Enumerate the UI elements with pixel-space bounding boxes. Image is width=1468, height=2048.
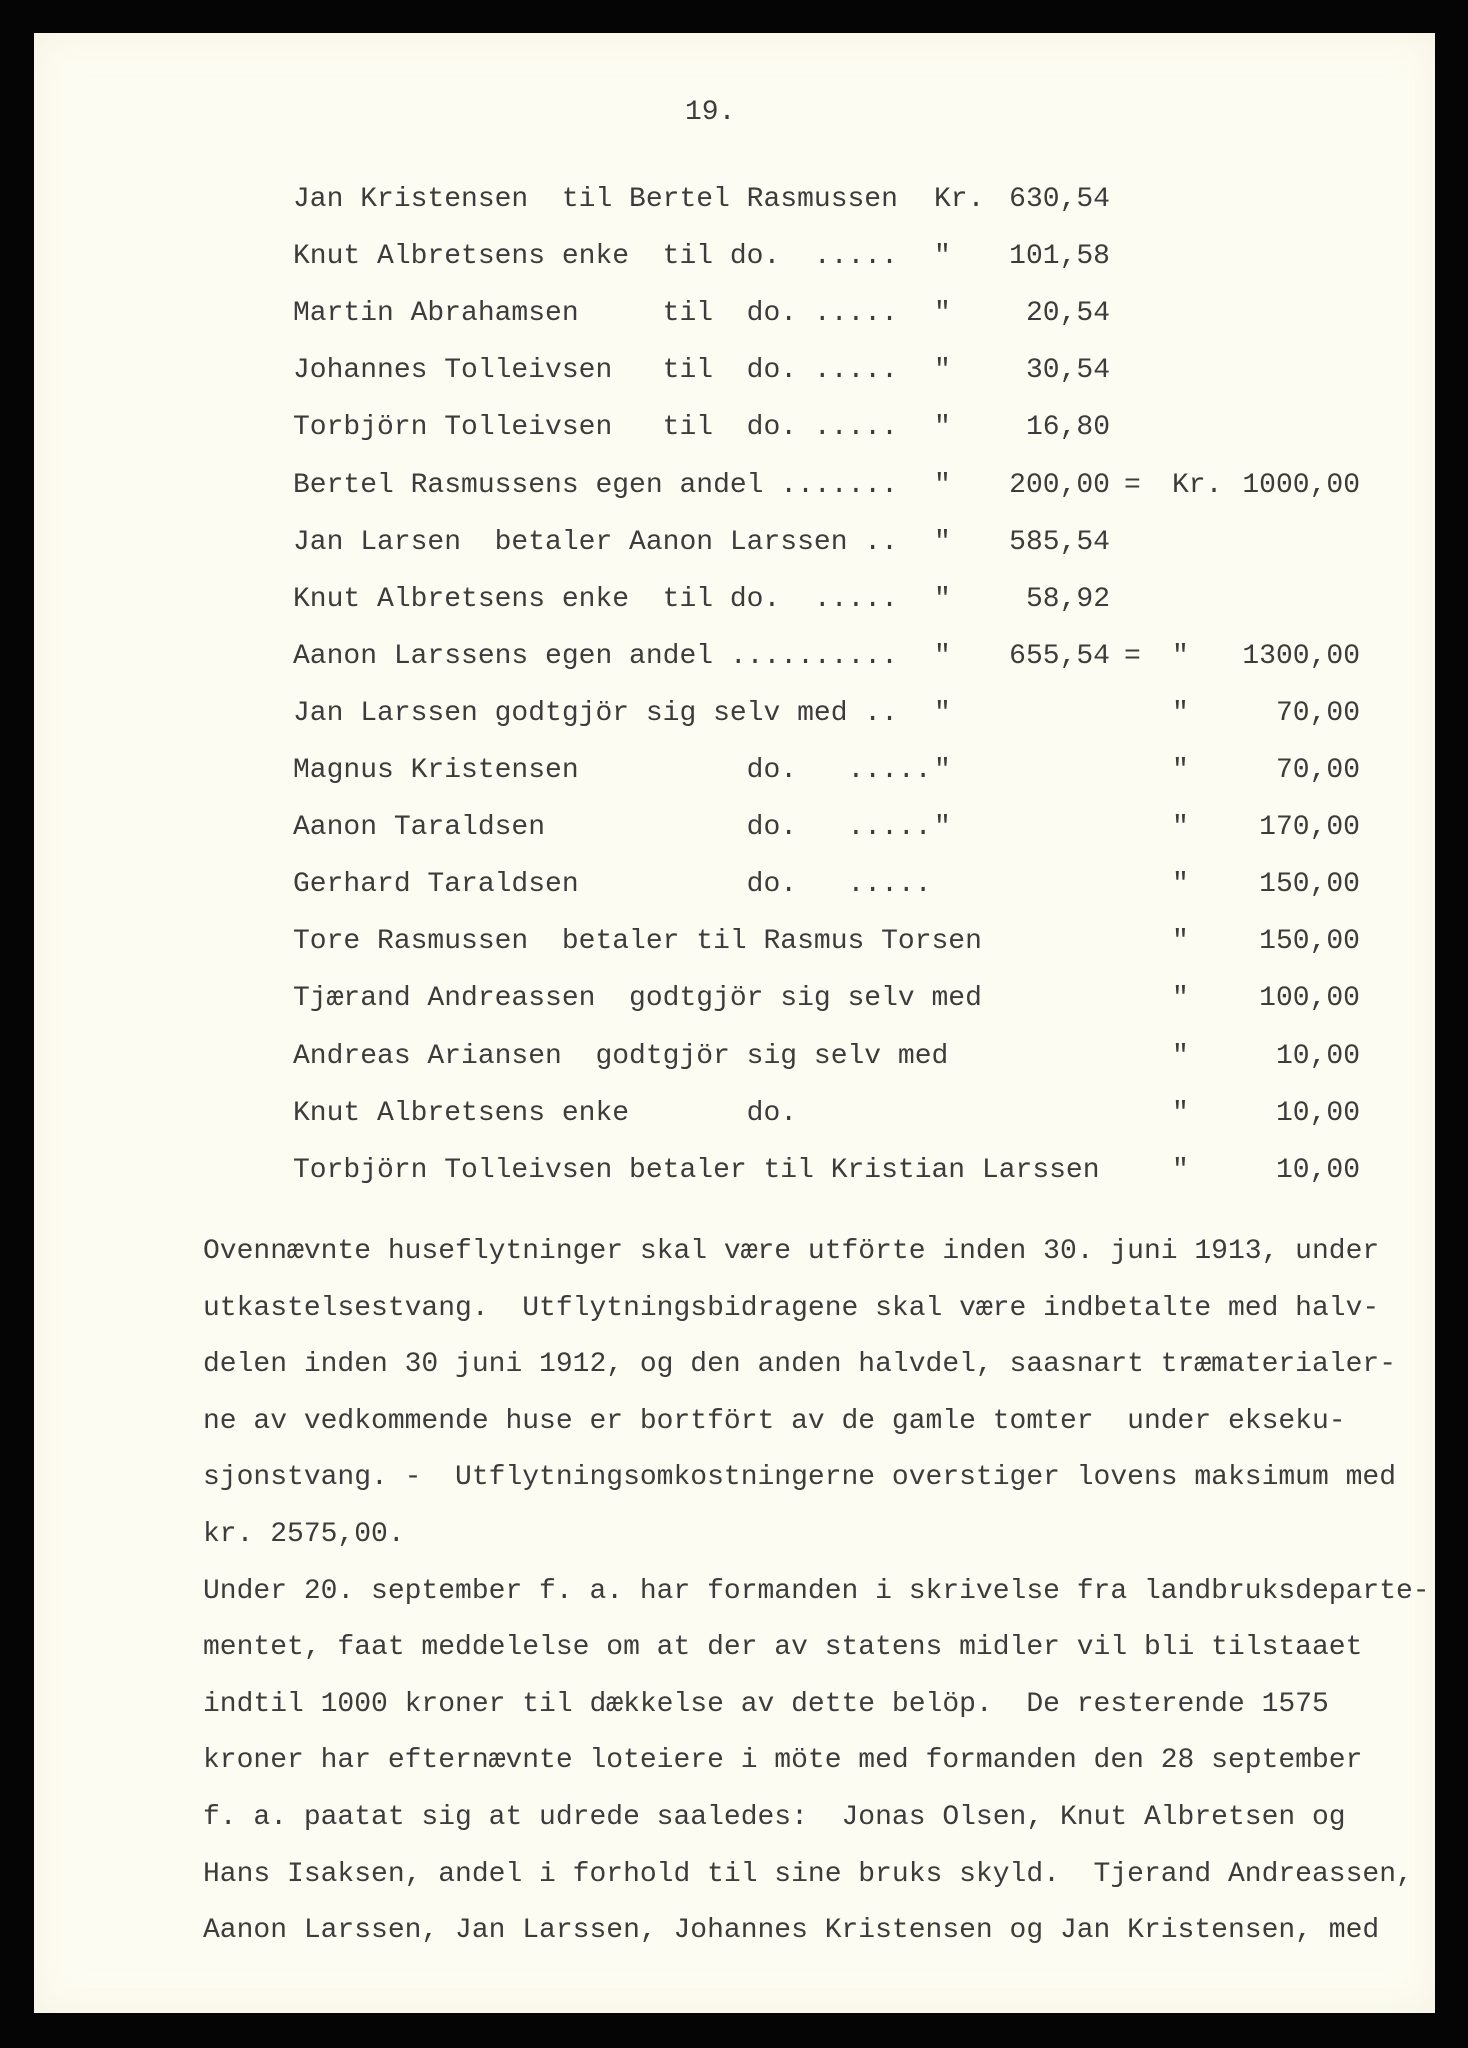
table-row bbox=[0, 240, 1468, 274]
paragraph-line: kr. 2575,00. bbox=[203, 1519, 405, 1550]
amount-total: 100,00 bbox=[1259, 983, 1360, 1015]
row-description: Aanon Taraldsen do. ..... bbox=[293, 812, 932, 844]
row-description: Jan Larssen godtgjör sig selv med .. bbox=[293, 697, 898, 729]
row-description: Aanon Larssens egen andel .......... bbox=[293, 640, 898, 672]
paragraph-line: sjonstvang. - Utflytningsomkostningerne overstiger lovens maksimum med bbox=[203, 1462, 1396, 1494]
table-row bbox=[0, 411, 1468, 445]
amount-total: 150,00 bbox=[1259, 869, 1360, 901]
table-row bbox=[0, 297, 1468, 331]
table-row bbox=[0, 354, 1468, 388]
ditto-or-currency-mark-total: " bbox=[1172, 1040, 1189, 1072]
paragraph-line: kroner har efternævnte loteiere i möte med formanden den 28 september bbox=[203, 1745, 1363, 1777]
row-description: Magnus Kristensen do. ..... bbox=[293, 755, 932, 786]
amount-total: 150,00 bbox=[1259, 926, 1360, 958]
ditto-or-currency-mark: " bbox=[934, 583, 951, 615]
row-description: Torbjörn Tolleivsen betaler til Kristian Larssen bbox=[293, 1154, 1100, 1186]
row-description: Bertel Rasmussens egen andel ....... bbox=[293, 469, 898, 501]
ditto-or-currency-mark: " bbox=[934, 298, 951, 330]
ditto-or-currency-mark-total: " bbox=[1172, 812, 1189, 844]
amount-total: 10,00 bbox=[1275, 1040, 1360, 1072]
row-description: Knut Albretsens enke do. bbox=[293, 1097, 798, 1129]
amount-total: 1000,00 bbox=[1242, 469, 1360, 501]
row-description: Andreas Ariansen godtgjör sig selv med bbox=[293, 1040, 949, 1072]
table-row bbox=[0, 469, 1468, 503]
amount-subtotal: 16,80 bbox=[1025, 412, 1110, 444]
ditto-or-currency-mark: " bbox=[934, 640, 951, 672]
ditto-or-currency-mark-total: " bbox=[1172, 869, 1189, 901]
amount-subtotal: 58,92 bbox=[1025, 583, 1110, 615]
ditto-or-currency-mark: Kr. bbox=[934, 184, 985, 215]
ditto-or-currency-mark: " bbox=[934, 697, 951, 729]
ditto-or-currency-mark-total: " bbox=[1172, 926, 1189, 958]
table-row bbox=[0, 868, 1468, 902]
ditto-or-currency-mark: " bbox=[934, 755, 951, 786]
paragraph-line: Hans Isaksen, andel i forhold til sine bruks skyld. Tjerand Andreassen, bbox=[203, 1858, 1413, 1890]
equals-sign: = bbox=[1124, 469, 1141, 501]
amount-subtotal: 200,00 bbox=[1009, 469, 1110, 501]
row-description: Martin Abrahamsen til do. ..... bbox=[293, 298, 898, 330]
table-row bbox=[0, 697, 1468, 731]
amount-subtotal: 585,54 bbox=[1009, 526, 1110, 558]
ditto-or-currency-mark: " bbox=[934, 526, 951, 558]
ditto-or-currency-mark-total: " bbox=[1172, 755, 1189, 786]
paragraph-line: f. a. paatat sig at udrede saaledes: Jonas Olsen, Knut Albretsen og bbox=[203, 1802, 1346, 1833]
amount-total: 170,00 bbox=[1259, 812, 1360, 844]
ditto-or-currency-mark: " bbox=[934, 469, 951, 501]
paragraph-line: Ovennævnte huseflytninger skal være utförte inden 30. juni 1913, under bbox=[203, 1236, 1380, 1267]
amount-subtotal: 630,54 bbox=[1009, 184, 1110, 215]
table-row bbox=[0, 1040, 1468, 1074]
paragraph-line: delen inden 30 juni 1912, og den anden halvdel, saasnart træmaterialer- bbox=[203, 1349, 1396, 1381]
paragraph-line: Aanon Larssen, Jan Larssen, Johannes Kristensen og Jan Kristensen, med bbox=[203, 1915, 1380, 1947]
ditto-or-currency-mark-total: " bbox=[1172, 697, 1189, 729]
ditto-or-currency-mark: " bbox=[934, 412, 951, 444]
amount-total: 70,00 bbox=[1275, 697, 1360, 729]
table-row bbox=[0, 982, 1468, 1016]
amount-subtotal: 30,54 bbox=[1025, 355, 1110, 387]
table-row bbox=[0, 925, 1468, 959]
amount-total: 70,00 bbox=[1275, 755, 1360, 786]
ditto-or-currency-mark: " bbox=[934, 355, 951, 387]
paragraph-line: mentet, faat meddelelse om at der av statens midler vil bli tilstaaet bbox=[203, 1632, 1363, 1664]
page-number: 19. bbox=[685, 97, 736, 128]
amount-total: 1300,00 bbox=[1242, 640, 1360, 672]
amount-total: 10,00 bbox=[1275, 1154, 1360, 1186]
table-row bbox=[0, 811, 1468, 845]
amount-total: 10,00 bbox=[1275, 1097, 1360, 1129]
ditto-or-currency-mark-total: " bbox=[1172, 640, 1189, 672]
row-description: Knut Albretsens enke til do. ..... bbox=[293, 583, 898, 615]
ditto-or-currency-mark-total: " bbox=[1172, 1097, 1189, 1129]
equals-sign: = bbox=[1124, 640, 1141, 672]
ditto-or-currency-mark-total: Kr. bbox=[1172, 469, 1223, 501]
table-row bbox=[0, 583, 1468, 617]
paragraph-line: ne av vedkommende huse er bortfört av de gamle tomter under ekseku- bbox=[203, 1405, 1346, 1437]
ditto-or-currency-mark-total: " bbox=[1172, 983, 1189, 1015]
row-description: Gerhard Taraldsen do. ..... bbox=[293, 869, 932, 901]
paragraph-line: utkastelsestvang. Utflytningsbidragene skal være indbetalte med halv- bbox=[203, 1292, 1380, 1324]
row-description: Tjærand Andreassen godtgjör sig selv med bbox=[293, 983, 982, 1015]
table-row bbox=[0, 183, 1468, 217]
amount-subtotal: 20,54 bbox=[1025, 298, 1110, 330]
row-description: Jan Kristensen til Bertel Rasmussen bbox=[293, 184, 898, 215]
paragraph-line: indtil 1000 kroner til dækkelse av dette belöp. De resterende 1575 bbox=[203, 1688, 1329, 1720]
row-description: Jan Larsen betaler Aanon Larssen .. bbox=[293, 526, 898, 558]
row-description: Johannes Tolleivsen til do. ..... bbox=[293, 355, 898, 387]
table-row bbox=[0, 1154, 1468, 1188]
ditto-or-currency-mark: " bbox=[934, 241, 951, 273]
row-description: Knut Albretsens enke til do. ..... bbox=[293, 241, 898, 273]
ditto-or-currency-mark: " bbox=[934, 812, 951, 844]
paragraph-line: Under 20. september f. a. har formanden i skrivelse fra landbruksdeparte- bbox=[203, 1575, 1430, 1607]
row-description: Tore Rasmussen betaler til Rasmus Torsen bbox=[293, 926, 982, 958]
row-description: Torbjörn Tolleivsen til do. ..... bbox=[293, 412, 898, 444]
table-row bbox=[0, 640, 1468, 674]
table-row bbox=[0, 526, 1468, 560]
table-row bbox=[0, 754, 1468, 788]
amount-subtotal: 655,54 bbox=[1009, 640, 1110, 672]
ditto-or-currency-mark-total: " bbox=[1172, 1154, 1189, 1186]
table-row bbox=[0, 1097, 1468, 1131]
amount-subtotal: 101,58 bbox=[1009, 241, 1110, 273]
